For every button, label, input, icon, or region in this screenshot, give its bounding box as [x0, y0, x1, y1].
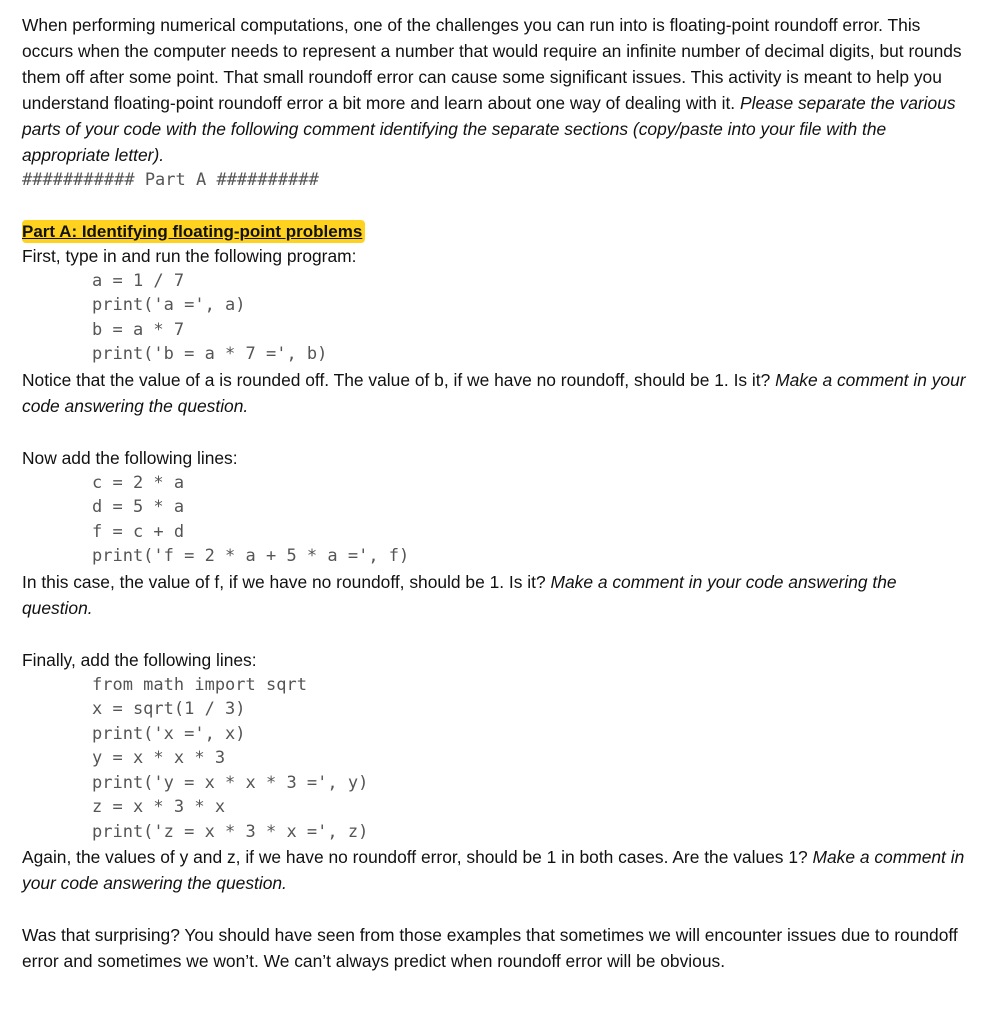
step3-text: Again, the values of y and z, if we have no roundoff error, should be 1 in both cases. Are the values 1? [22, 847, 813, 867]
step3-task: Make a comment in your code answering the question. [22, 847, 965, 893]
code-block-1 [92, 269, 967, 367]
intro-text: When performing numerical computations, one of the challenges you can run into is floating-point roundoff error. This occurs when the computer needs to represent a number that would require an infinite number of decimal digits, but rounds them off after some point. That small roundoff error can cause some significant issues. This activity is meant to help you understand floating-point roundoff error a bit more and learn about one way of dealing with it. [22, 15, 962, 113]
code-line: y = x * x * 3 [92, 748, 226, 768]
code-line: print('y = x * x * 3 =', y) [92, 772, 369, 793]
step2-task: Make a comment in your code answering the question. [22, 571, 897, 618]
code-line: x = sqrt(1 / 3) [92, 699, 246, 719]
code-line: from math import sqrt [92, 674, 307, 695]
code-line: z = x * 3 * x [92, 797, 226, 817]
code-line: print('z = x * 3 * x =', z) [92, 821, 369, 842]
code-line: b = a * 7 [92, 319, 185, 340]
spacer [22, 419, 967, 445]
code-line: print('b = a * 7 =', b) [92, 344, 328, 364]
part-a-heading-wrap [22, 220, 365, 243]
section-marker: ########### Part A ########## [22, 170, 319, 190]
code-line: f = c + d [92, 521, 185, 542]
conclusion-paragraph: Was that surprising? You should have seen from those examples that sometimes we will encounter issues due to roundoff error and sometimes we won’t. We can’t always predict when roundoff error will be obvious. [22, 925, 958, 971]
code-block-3 [92, 673, 967, 845]
code-block-2 [92, 471, 967, 569]
code-line: print('f = 2 * a + 5 * a =', f) [92, 546, 410, 566]
code-line: d = 5 * a [92, 497, 185, 517]
code-line: a = 1 / 7 [92, 270, 185, 291]
code-line: print('x =', x) [92, 723, 246, 744]
code-line: c = 2 * a [92, 472, 185, 493]
step3-paragraph [22, 844, 967, 896]
step1-task: Make a comment in your code answering the question. [22, 369, 966, 416]
part-a-heading: Part A: Identifying floating-point problems [22, 220, 365, 243]
code-line: print('a =', a) [92, 295, 246, 315]
intro-instruction: Please separate the various parts of your code with the following comment identifying the separate sections (copy/paste into your file with the appropriate letter). [22, 93, 956, 165]
step2-text: In this case, the value of f, if we have no roundoff, should be 1. Is it? [22, 571, 551, 592]
spacer [22, 896, 967, 922]
step2-paragraph [22, 569, 967, 621]
intro-paragraph [22, 12, 967, 168]
step1-text: Notice that the value of a is rounded off. The value of b, if we have no roundoff, should be 1. Is it? [22, 369, 776, 390]
document-page [22, 12, 967, 974]
step3-intro: Finally, add the following lines: [22, 649, 257, 670]
spacer [22, 621, 967, 647]
step1-intro: First, type in and run the following program: [22, 245, 357, 266]
step1-paragraph [22, 367, 967, 419]
step2-intro: Now add the following lines: [22, 447, 238, 468]
